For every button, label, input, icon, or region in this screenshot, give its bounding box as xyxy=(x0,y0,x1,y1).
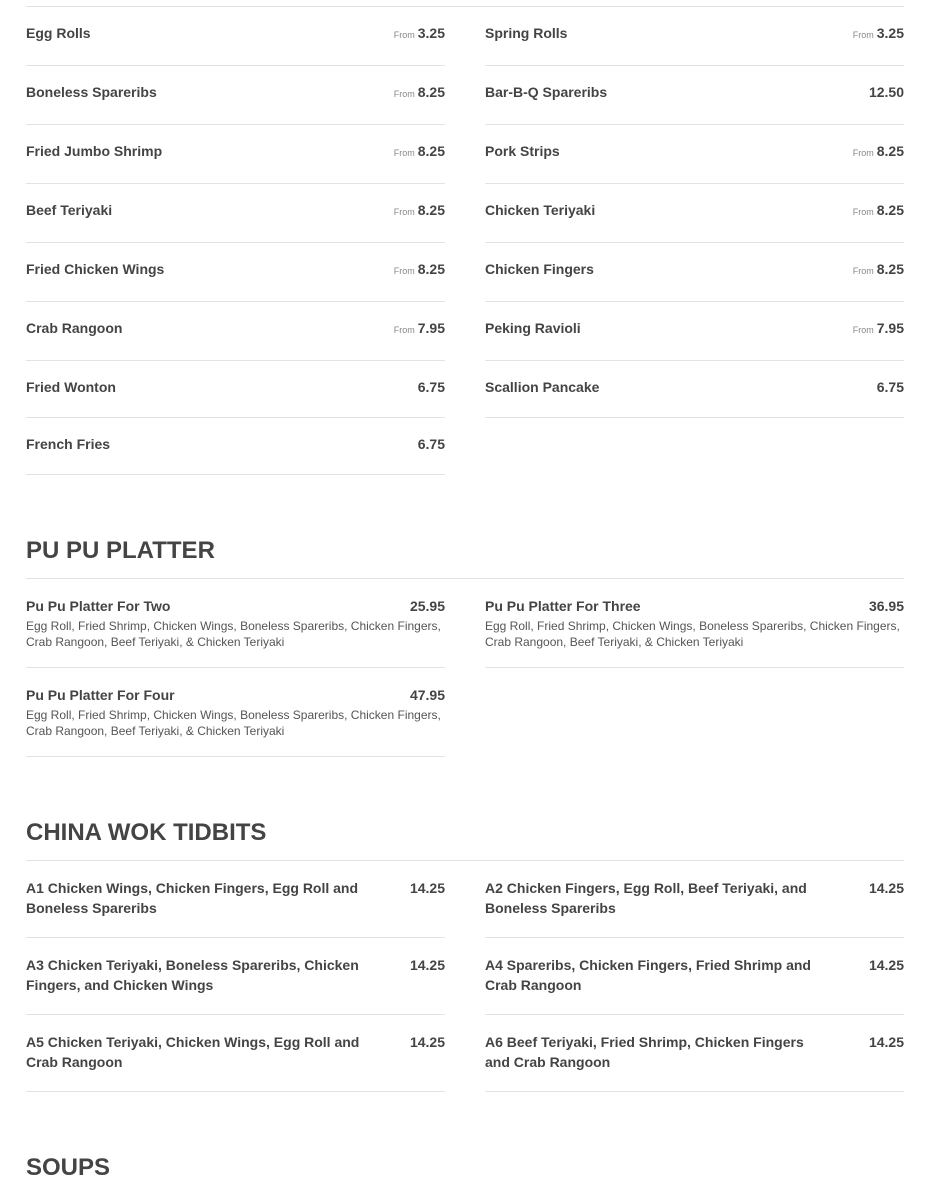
item-price xyxy=(394,82,445,104)
item-price: 14.25 xyxy=(868,957,904,973)
empty-cell xyxy=(485,668,904,757)
price-value: 3.25 xyxy=(876,25,904,41)
item-name: A4 Spareribs, Chicken Fingers, Fried Shrimp and Crab Rangoon xyxy=(485,957,811,993)
item-price xyxy=(853,318,904,340)
item-name: Bar-B-Q Spareribs xyxy=(485,84,608,100)
from-label: From xyxy=(393,30,415,40)
from-label: From xyxy=(852,148,874,158)
item-name: Chicken Teriyaki xyxy=(485,202,596,218)
item-name: A3 Chicken Teriyaki, Boneless Spareribs, Chicken Fingers, and Chicken Wings xyxy=(26,957,359,993)
item-name: Boneless Spareribs xyxy=(26,84,157,100)
menu-item[interactable] xyxy=(26,579,445,668)
price-value: 3.25 xyxy=(417,25,445,41)
item-price: 14.25 xyxy=(868,880,904,896)
item-price xyxy=(853,259,904,281)
price-value: 6.75 xyxy=(417,379,445,395)
price-value: 8.25 xyxy=(417,261,445,277)
menu-item[interactable] xyxy=(26,1015,445,1092)
menu-item[interactable] xyxy=(26,66,445,125)
item-name: Chicken Fingers xyxy=(485,261,594,277)
section-title-china-wok-tidbits: CHINA WOK TIDBITS xyxy=(26,819,267,846)
from-label: From xyxy=(393,148,415,158)
item-name: Peking Ravioli xyxy=(485,320,581,336)
menu-item[interactable] xyxy=(485,243,904,302)
from-label: From xyxy=(393,266,415,276)
item-price xyxy=(415,434,445,456)
menu-item[interactable] xyxy=(26,861,445,938)
item-price xyxy=(853,23,904,45)
menu-item[interactable] xyxy=(485,66,904,125)
price-value: 8.25 xyxy=(876,143,904,159)
section-title-soups: SOUPS xyxy=(26,1154,111,1181)
price-value: 6.75 xyxy=(876,379,904,395)
item-name: Scallion Pancake xyxy=(485,379,600,395)
item-name: Beef Teriyaki xyxy=(26,202,113,218)
price-value: 8.25 xyxy=(876,202,904,218)
menu-item[interactable] xyxy=(485,938,904,1015)
item-price xyxy=(394,200,445,222)
pu-pu-platter-menu xyxy=(26,579,904,757)
item-description: Egg Roll, Fried Shrimp, Chicken Wings, Boneless Spareribs, Chicken Fingers, Crab Rangoon, Beef Teriyaki, & Chicken Teriyaki xyxy=(26,619,441,649)
price-value: 8.25 xyxy=(417,84,445,100)
menu-item[interactable] xyxy=(485,861,904,938)
from-label: From xyxy=(852,325,874,335)
item-price xyxy=(853,141,904,163)
item-price xyxy=(394,259,445,281)
appetizer-menu xyxy=(26,7,904,475)
item-price xyxy=(866,82,904,104)
menu-item[interactable] xyxy=(26,361,445,418)
item-price: 14.25 xyxy=(409,1034,445,1050)
from-label: From xyxy=(852,30,874,40)
menu-item[interactable] xyxy=(26,302,445,361)
menu-item[interactable] xyxy=(485,579,904,668)
item-name: Pork Strips xyxy=(485,143,560,159)
menu-item[interactable] xyxy=(485,184,904,243)
item-price: 47.95 xyxy=(409,687,445,703)
item-description: Egg Roll, Fried Shrimp, Chicken Wings, Boneless Spareribs, Chicken Fingers, Crab Rangoon, Beef Teriyaki, & Chicken Teriyaki xyxy=(26,708,441,738)
menu-item[interactable] xyxy=(26,7,445,66)
price-value: 12.50 xyxy=(868,84,904,100)
menu-item[interactable] xyxy=(26,418,445,475)
item-price: 36.95 xyxy=(868,598,904,614)
item-name: A1 Chicken Wings, Chicken Fingers, Egg Roll and Boneless Spareribs xyxy=(26,880,359,916)
item-price xyxy=(394,318,445,340)
price-value: 7.95 xyxy=(417,320,445,336)
from-label: From xyxy=(852,207,874,217)
item-price xyxy=(874,377,904,399)
from-label: From xyxy=(393,89,415,99)
menu-item[interactable] xyxy=(485,125,904,184)
menu-item[interactable] xyxy=(26,938,445,1015)
from-label: From xyxy=(393,325,415,335)
from-label: From xyxy=(852,266,874,276)
price-value: 8.25 xyxy=(417,202,445,218)
item-price: 14.25 xyxy=(409,880,445,896)
price-value: 7.95 xyxy=(876,320,904,336)
item-name: Spring Rolls xyxy=(485,25,568,41)
item-name: Fried Chicken Wings xyxy=(26,261,165,277)
item-name: Pu Pu Platter For Four xyxy=(26,687,175,703)
menu-item[interactable] xyxy=(26,184,445,243)
from-label: From xyxy=(393,207,415,217)
item-description: Egg Roll, Fried Shrimp, Chicken Wings, Boneless Spareribs, Chicken Fingers, Crab Rangoon, Beef Teriyaki, & Chicken Teriyaki xyxy=(485,619,900,649)
item-name: A5 Chicken Teriyaki, Chicken Wings, Egg Roll and Crab Rangoon xyxy=(26,1034,360,1070)
item-name: Pu Pu Platter For Two xyxy=(26,598,171,614)
item-name: Pu Pu Platter For Three xyxy=(485,598,641,614)
china-wok-tidbits-menu xyxy=(26,861,904,1092)
item-name: Crab Rangoon xyxy=(26,320,123,336)
menu-item[interactable] xyxy=(485,7,904,66)
item-price: 14.25 xyxy=(868,1034,904,1050)
item-price: 14.25 xyxy=(409,957,445,973)
item-name: Egg Rolls xyxy=(26,25,91,41)
item-name: Fried Jumbo Shrimp xyxy=(26,143,163,159)
item-name: Fried Wonton xyxy=(26,379,116,395)
section-title-pu-pu-platter: PU PU PLATTER xyxy=(26,537,215,564)
item-price xyxy=(415,377,445,399)
item-name: A6 Beef Teriyaki, Fried Shrimp, Chicken Fingers and Crab Rangoon xyxy=(485,1034,804,1070)
item-price xyxy=(853,200,904,222)
item-name: French Fries xyxy=(26,436,111,452)
price-value: 6.75 xyxy=(417,436,445,452)
item-price xyxy=(394,141,445,163)
menu-item[interactable] xyxy=(485,1015,904,1092)
menu-item[interactable] xyxy=(485,302,904,361)
item-price: 25.95 xyxy=(409,598,445,614)
menu-item[interactable] xyxy=(485,361,904,418)
menu-item[interactable] xyxy=(26,668,445,757)
price-value: 8.25 xyxy=(876,261,904,277)
item-name: A2 Chicken Fingers, Egg Roll, Beef Teriyaki, and Boneless Spareribs xyxy=(485,880,807,916)
item-price xyxy=(394,23,445,45)
menu-item[interactable] xyxy=(26,125,445,184)
menu-item[interactable] xyxy=(26,243,445,302)
price-value: 8.25 xyxy=(417,143,445,159)
